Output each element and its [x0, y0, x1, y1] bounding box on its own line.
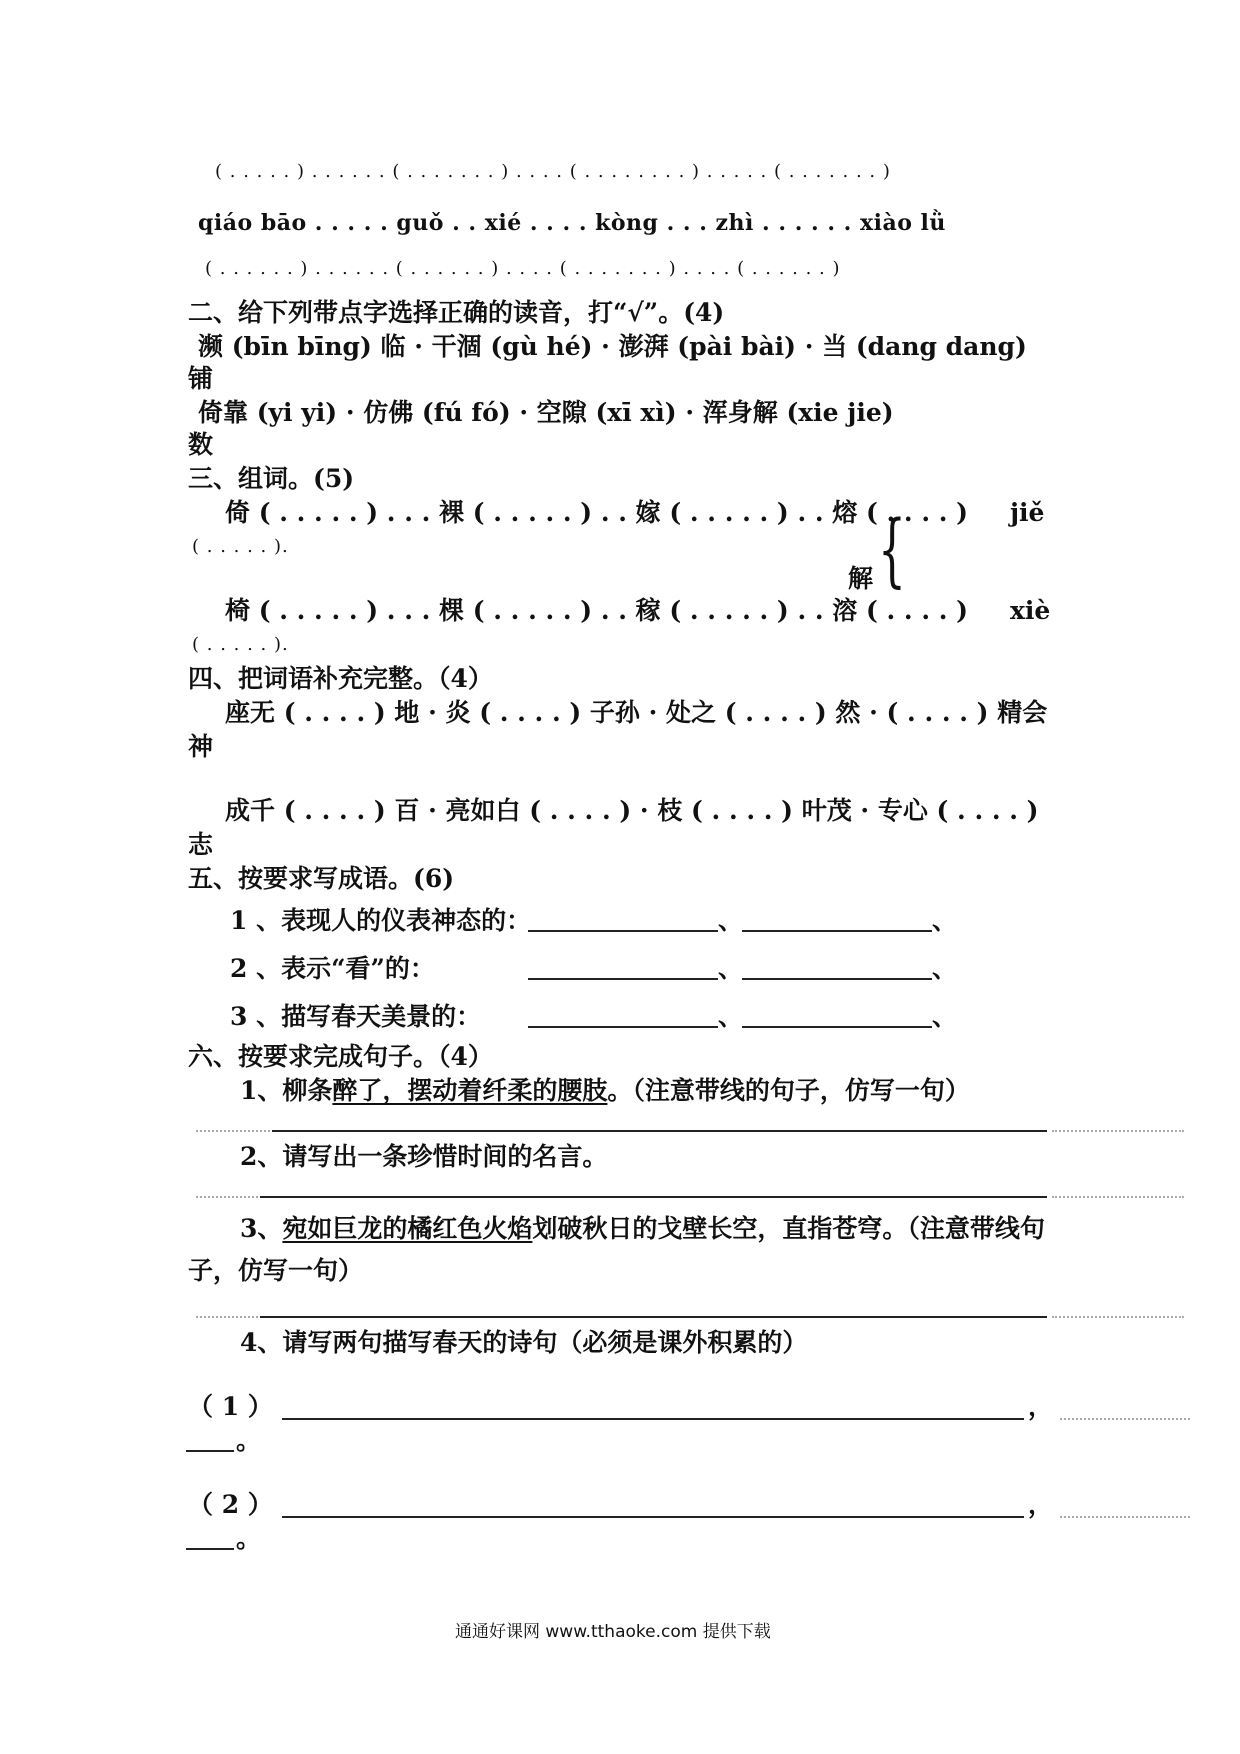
idiom-answer-line[interactable]: [528, 978, 718, 980]
section-2-title: 二、给下列带点字选择正确的读音，打“√”。(4): [188, 298, 725, 327]
idiom-answer-line[interactable]: [742, 1026, 932, 1028]
section-2-line-1: 濒 (bīn bīng) 临 · 干涸 (gù hé) · 澎湃 (pài bài) · 当 (dang dang): [198, 332, 1027, 361]
pinyin-blank-row-1: ( . . . . . ) . . . . . . ( . . . . . . . ) . . . . ( . . . . . . . . ) . . . . . ( . . . . . . . ): [215, 161, 891, 182]
sentence-question-3-wrap: 子，仿写一句）: [188, 1256, 364, 1285]
dotted-filler: [1060, 1418, 1190, 1420]
poem-answer-line-short[interactable]: [186, 1548, 234, 1550]
idiom-separator: 、: [718, 954, 744, 983]
poem-period: 。: [236, 1426, 262, 1455]
dotted-filler: [196, 1316, 258, 1318]
idiom-answer-line[interactable]: [528, 930, 718, 932]
sentence-question-3: 3、宛如巨龙的橘红色火焰划破秋日的戈壁长空，直指苍穹。（注意带线句: [240, 1214, 1045, 1243]
section-3-title: 三、组词。(5): [188, 464, 355, 493]
idiom-answer-line[interactable]: [742, 930, 932, 932]
idiom-prompt-1: 1 、表现人的仪表神态的：: [230, 906, 532, 935]
idiom-prompt-2: 2 、表示“看”的：: [230, 954, 435, 983]
dotted-filler: [196, 1196, 258, 1198]
section-3-jie-char: 解: [848, 564, 874, 593]
idiom-answer-line[interactable]: [528, 1026, 718, 1028]
dotted-filler: [1060, 1516, 1190, 1518]
idiom-separator: 、: [718, 1002, 744, 1031]
section-5-title: 五、按要求写成语。(6): [188, 864, 455, 893]
dotted-filler: [1052, 1316, 1184, 1318]
answer-line-1[interactable]: [272, 1130, 1047, 1132]
section-4-line-2-wrap: 志: [188, 830, 214, 859]
section-3-row-1-pinyin: jiě: [1010, 498, 1045, 527]
idiom-separator: 、: [932, 906, 958, 935]
idiom-separator: 、: [932, 1002, 958, 1031]
poem-answer-line[interactable]: [282, 1516, 1024, 1518]
pinyin-blank-row-2: ( . . . . . . ) . . . . . . ( . . . . . . ) . . . . ( . . . . . . . ) . . . . ( . . . . . . ): [205, 258, 841, 279]
idiom-separator: 、: [932, 954, 958, 983]
brace-icon: {: [878, 503, 906, 596]
section-3-row-2: 椅 ( . . . . . ) . . . 棵 ( . . . . . ) . . 稼 ( . . . . . ) . . 溶 ( . . . . ): [225, 596, 968, 625]
section-2-line-2: 倚靠 (yi yi) · 仿佛 (fú fó) · 空隙 (xī xì) · 浑身解 (xie jie): [198, 398, 894, 427]
sentence-question-1: 1、柳条醉了，摆动着纤柔的腰肢。（注意带线的句子，仿写一句）: [240, 1076, 970, 1105]
poem-period: 。: [236, 1524, 262, 1553]
section-3-row-2-wrap: ( . . . . . ).: [192, 634, 289, 655]
section-4-line-2: 成千 ( . . . . ) 百 · 亮如白 ( . . . . ) · 枝 ( . . . . ) 叶茂 · 专心 ( . . . . ): [225, 796, 1039, 825]
poem-label-2: （ 2 ）: [188, 1490, 273, 1519]
sentence-question-2: 2、请写出一条珍惜时间的名言。: [240, 1142, 608, 1171]
answer-line-3[interactable]: [260, 1316, 1047, 1318]
poem-answer-line[interactable]: [282, 1418, 1024, 1420]
answer-line-2[interactable]: [260, 1196, 1047, 1198]
section-6-title: 六、按要求完成句子。（4）: [188, 1042, 493, 1071]
poem-comma: ，: [1028, 1490, 1054, 1519]
poem-answer-line-short[interactable]: [186, 1450, 234, 1452]
section-3-row-1: 倚 ( . . . . . ) . . . 裸 ( . . . . . ) . . 嫁 ( . . . . . ) . . 熔 ( . . . . ): [225, 498, 968, 527]
underlined-phrase: 宛如巨龙的橘红色火焰: [282, 1214, 533, 1243]
section-3-row-1-wrap: ( . . . . . ).: [192, 536, 289, 557]
section-3-row-2-pinyin: xiè: [1010, 596, 1051, 625]
dotted-filler: [1052, 1196, 1184, 1198]
pinyin-row: qiáo bāo . . . . . guǒ . . xié . . . . kòng . . . zhì . . . . . . xiào lǜ: [198, 210, 946, 236]
dotted-filler: [196, 1130, 270, 1132]
section-4-title: 四、把词语补充完整。（4）: [188, 664, 493, 693]
section-2-line-1-wrap: 铺: [188, 364, 214, 393]
section-4-line-1-wrap: 神: [188, 732, 214, 761]
underlined-phrase: 醉了，摆动着纤柔的腰肢: [332, 1076, 608, 1105]
idiom-answer-line[interactable]: [742, 978, 932, 980]
idiom-prompt-3: 3 、描写春天美景的：: [230, 1002, 482, 1031]
idiom-separator: 、: [718, 906, 744, 935]
sentence-question-4: 4、请写两句描写春天的诗句（必须是课外积累的）: [240, 1328, 808, 1357]
poem-comma: ，: [1028, 1392, 1054, 1421]
footer-credit: 通通好课网 www.tthaoke.com 提供下载: [455, 1622, 771, 1642]
section-4-line-1: 座无 ( . . . . ) 地 · 炎 ( . . . . ) 子孙 · 处之 ( . . . . ) 然 · ( . . . . ) 精会: [225, 698, 1048, 727]
dotted-filler: [1052, 1130, 1184, 1132]
poem-label-1: （ 1 ）: [188, 1392, 273, 1421]
section-2-line-2-wrap: 数: [188, 430, 214, 459]
